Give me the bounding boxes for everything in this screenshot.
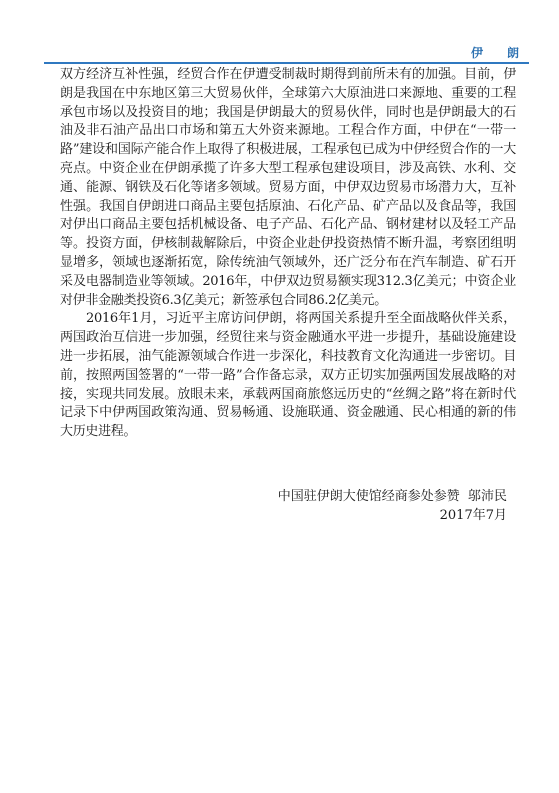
header-divider <box>44 62 529 64</box>
body-paragraph-1: 双方经济互补性强，经贸合作在伊遭受制裁时期得到前所未有的加强。目前，伊朗是我国在中东地区第三大贸易伙伴，全球第六大原油进口来源地、重要的工程承包市场以及投资目的地；我国是伊朗最大的贸易伙伴，同时也是伊朗最大的石油及非石油产品出口市场和第五大外资来源地。工程合作方面，中伊在“一带一路”建设和国际产能合作上取得了积极进展，工程承包已成为中伊经贸合作的一大亮点。中资企业在伊朗承揽了许多大型工程承包建设项目，涉及高铁、水利、交通、能源、钢铁及石化等诸多领域。贸易方面，中伊双边贸易市场潜力大，互补性强。我国自伊朗进口商品主要包括原油、石化产品、矿产品以及食品等，我国对伊出口商品主要包括机械设备、电子产品、石化产品、钢材建材以及轻工产品等。投资方面，伊核制裁解除后，中资企业赴伊投资热情不断升温，考察团组明显增多，领域也逐渐拓宽，除传统油气领域外，还广泛分布在汽车制造、矿石开采及电器制造业等领域。2016年，中伊双边贸易额实现312.3亿美元；中资企业对伊非金融类投资6.3亿美元；新签承包合同86.2亿美元。 <box>60 67 516 308</box>
signature-author: 中国驻伊朗大使馆经商参处参赞 邬沛民 <box>277 489 507 504</box>
signature-block <box>278 487 507 525</box>
main-text <box>60 66 516 442</box>
running-header-title: 伊 朗 <box>470 46 525 60</box>
signature-date: 2017年7月 <box>439 508 507 523</box>
page-header <box>0 0 559 62</box>
body-paragraph-2: 2016年1月，习近平主席访问伊朗，将两国关系提升至全面战略伙伴关系，两国政治互信进一步加强，经贸往来与资金融通水平进一步提升，基础设施建设进一步拓展，油气能源领域合作进一步深化，科技教育文化沟通进一步密切。目前，按照两国签署的“一带一路”合作备忘录，双方正切实加强两国发展战略的对接，实现共同发展。放眼未来，承载两国商旅悠远历史的“丝绸之路”将在新时代记录下中伊两国政策沟通、贸易畅通、设施联通、资金融通、民心相通的新的伟大历史进程。 <box>60 311 516 440</box>
